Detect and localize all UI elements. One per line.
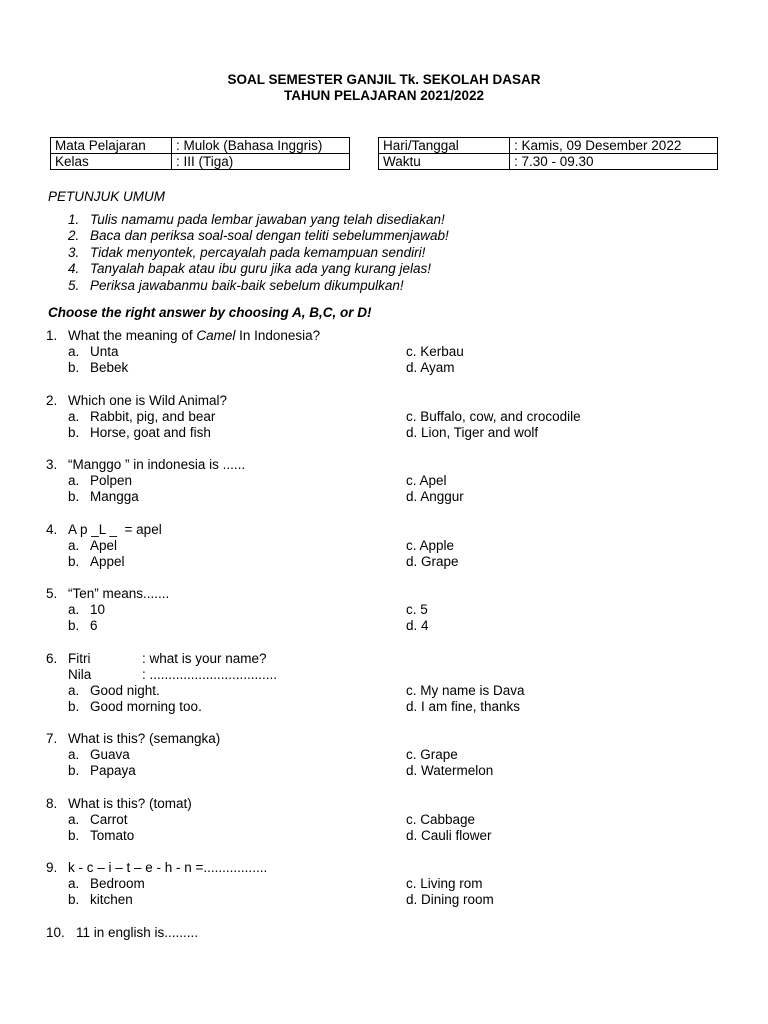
instruction-text: Tanyalah bapak atau ibu guru jika ada yang kurang jelas! [90,261,431,277]
question-number: 7. [46,731,58,746]
instruction-text: Tidak menyontek, percayalah pada kemampuan sendiri! [90,244,426,260]
option-c: c. Cabbage [406,811,476,827]
option-text: Bebek [90,360,129,376]
instructions-list [68,212,449,294]
exam-title: SOAL SEMESTER GANJIL Tk. SEKOLAH DASAR [227,72,541,87]
option-a [68,409,215,425]
question [46,731,726,780]
option-c: c. Buffalo, cow, and crocodile [406,408,581,424]
question [46,522,726,571]
option-text: kitchen [90,892,133,908]
question [46,796,726,845]
option-text: 6 [90,618,98,634]
option-text: Good night. [90,682,160,698]
question-text: A p _L _ = apel [68,521,162,537]
option-d: d. Dining room [406,892,494,908]
option-text: Appel [90,553,125,569]
option-label: b. [68,618,80,634]
option-text: Tomato [90,827,135,843]
info-key: Mata Pelajaran [51,138,172,154]
question-text: 11 in english is......... [76,924,199,940]
instruction-item [68,212,449,228]
option-text: Polpen [90,473,133,489]
info-value: : III (Tiga) [172,154,350,170]
option-label: a. [68,537,80,553]
question [46,457,726,506]
dialog-line: : what is your name? [142,650,267,666]
question-number: 1. [46,328,58,343]
option-b [68,554,125,570]
info-row [379,138,718,154]
info-row [51,138,350,154]
instruction-item [68,245,449,261]
option-label: b. [68,360,80,376]
question-text: k - c – i – t – e - h - n =................. [68,860,268,875]
question [46,925,726,941]
answer-directive: Choose the right answer by choosing A, B,C, or D! [48,305,372,320]
option-text: Unta [90,344,119,360]
option-text: Mangga [90,489,139,505]
option-d: d. Lion, Tiger and wolf [406,424,539,440]
question [46,393,726,442]
info-key: Kelas [51,154,172,170]
option-d: d. I am fine, thanks [406,699,521,715]
question-number: 5. [46,586,58,601]
instruction-text: Tulis namamu pada lembar jawaban yang telah disediakan! [90,212,445,227]
option-b [68,699,202,715]
question-text: What is this? (tomat) [68,795,192,811]
option-label: a. [68,876,80,892]
instruction-item [68,228,449,244]
option-a [68,344,119,360]
option-text: Horse, goat and fish [90,424,211,440]
question [46,860,726,909]
dialog-line: : .................................. [142,666,278,682]
option-d: d. Grape [406,553,459,569]
instruction-number: 1. [68,212,80,227]
question-number: 4. [46,521,58,537]
question-text: What is this? (semangka) [68,731,221,746]
option-text: Rabbit, pig, and bear [90,408,216,424]
dialog-speaker: Nila [68,666,92,682]
option-a [68,602,105,618]
question-number: 8. [46,795,58,811]
info-row [51,154,350,170]
option-text: Bedroom [90,876,145,892]
option-label: a. [68,811,80,827]
dialog-speaker: Fitri [68,650,91,666]
instruction-item [68,278,449,294]
instruction-number: 3. [68,244,80,260]
question-text-italic: Camel [196,328,236,343]
option-b [68,489,139,505]
info-key: Hari/Tanggal [379,138,510,154]
info-key: Waktu [379,154,510,170]
option-c: c. Apple [406,537,455,553]
option-text: Carrot [90,811,128,827]
option-label: a. [68,747,80,763]
instruction-number: 2. [68,228,80,244]
option-b [68,618,98,634]
option-d: d. 4 [406,618,429,634]
option-a [68,812,128,828]
option-label: b. [68,892,80,908]
option-a [68,473,132,489]
option-label: b. [68,424,80,440]
question-number: 9. [46,860,58,875]
option-a [68,538,117,554]
option-label: b. [68,827,80,843]
option-text: Guava [90,747,130,763]
option-label: b. [68,699,80,715]
schedule-info-table [378,137,718,170]
option-a [68,683,160,699]
option-b [68,425,211,441]
option-label: a. [68,408,80,424]
option-d: d. Cauli flower [406,827,492,843]
option-b [68,763,136,779]
question-number: 6. [46,650,58,666]
question-text: “Ten” means....... [68,586,170,601]
option-label: b. [68,763,80,779]
question-text [68,328,320,344]
option-text: Apel [90,537,118,553]
option-c: c. 5 [406,602,428,618]
option-b [68,360,128,376]
instruction-number: 5. [68,277,80,293]
info-value: : Kamis, 09 Desember 2022 [510,138,718,154]
question [46,328,726,377]
option-label: a. [68,344,80,360]
exam-subtitle: TAHUN PELAJARAN 2021/2022 [283,88,485,103]
instruction-text: Baca dan periksa soal-soal dengan teliti sebelummenjawab! [90,228,449,244]
option-d: d. Watermelon [406,763,494,779]
option-c: c. Grape [406,747,458,763]
instruction-item [68,261,449,277]
question-text: “Manggo ” in indonesia is ...... [68,457,246,472]
question-number: 2. [46,392,58,408]
instruction-number: 4. [68,261,80,277]
option-b [68,828,134,844]
question-text-part: What the meaning of [68,328,197,343]
option-c: c. Apel [406,473,447,489]
option-c: c. My name is Dava [406,682,525,698]
question-text-part: In Indonesia? [235,328,321,343]
option-text: 10 [90,602,106,618]
info-row [379,154,718,170]
question-text: Which one is Wild Animal? [68,392,228,408]
question [46,651,726,716]
option-label: a. [68,602,80,618]
instructions-heading: PETUNJUK UMUM [48,189,165,204]
option-label: a. [68,682,80,698]
option-a [68,747,130,763]
option-d: d. Ayam [406,360,455,376]
option-text: Papaya [90,763,136,779]
subject-info-table [50,137,350,170]
option-label: a. [68,473,80,489]
question-number: 10. [46,924,65,940]
option-c: c. Living rom [406,876,483,892]
option-d: d. Anggur [406,489,464,505]
question [46,586,726,635]
option-label: b. [68,553,80,569]
instruction-text: Periksa jawabanmu baik-baik sebelum dikumpulkan! [90,277,404,293]
info-value: : 7.30 - 09.30 [510,154,718,170]
option-label: b. [68,489,80,505]
question-number: 3. [46,457,58,472]
option-text: Good morning too. [90,699,202,715]
option-a [68,876,145,892]
info-value: : Mulok (Bahasa Inggris) [172,138,350,154]
option-b [68,892,133,908]
option-c: c. Kerbau [406,344,464,360]
